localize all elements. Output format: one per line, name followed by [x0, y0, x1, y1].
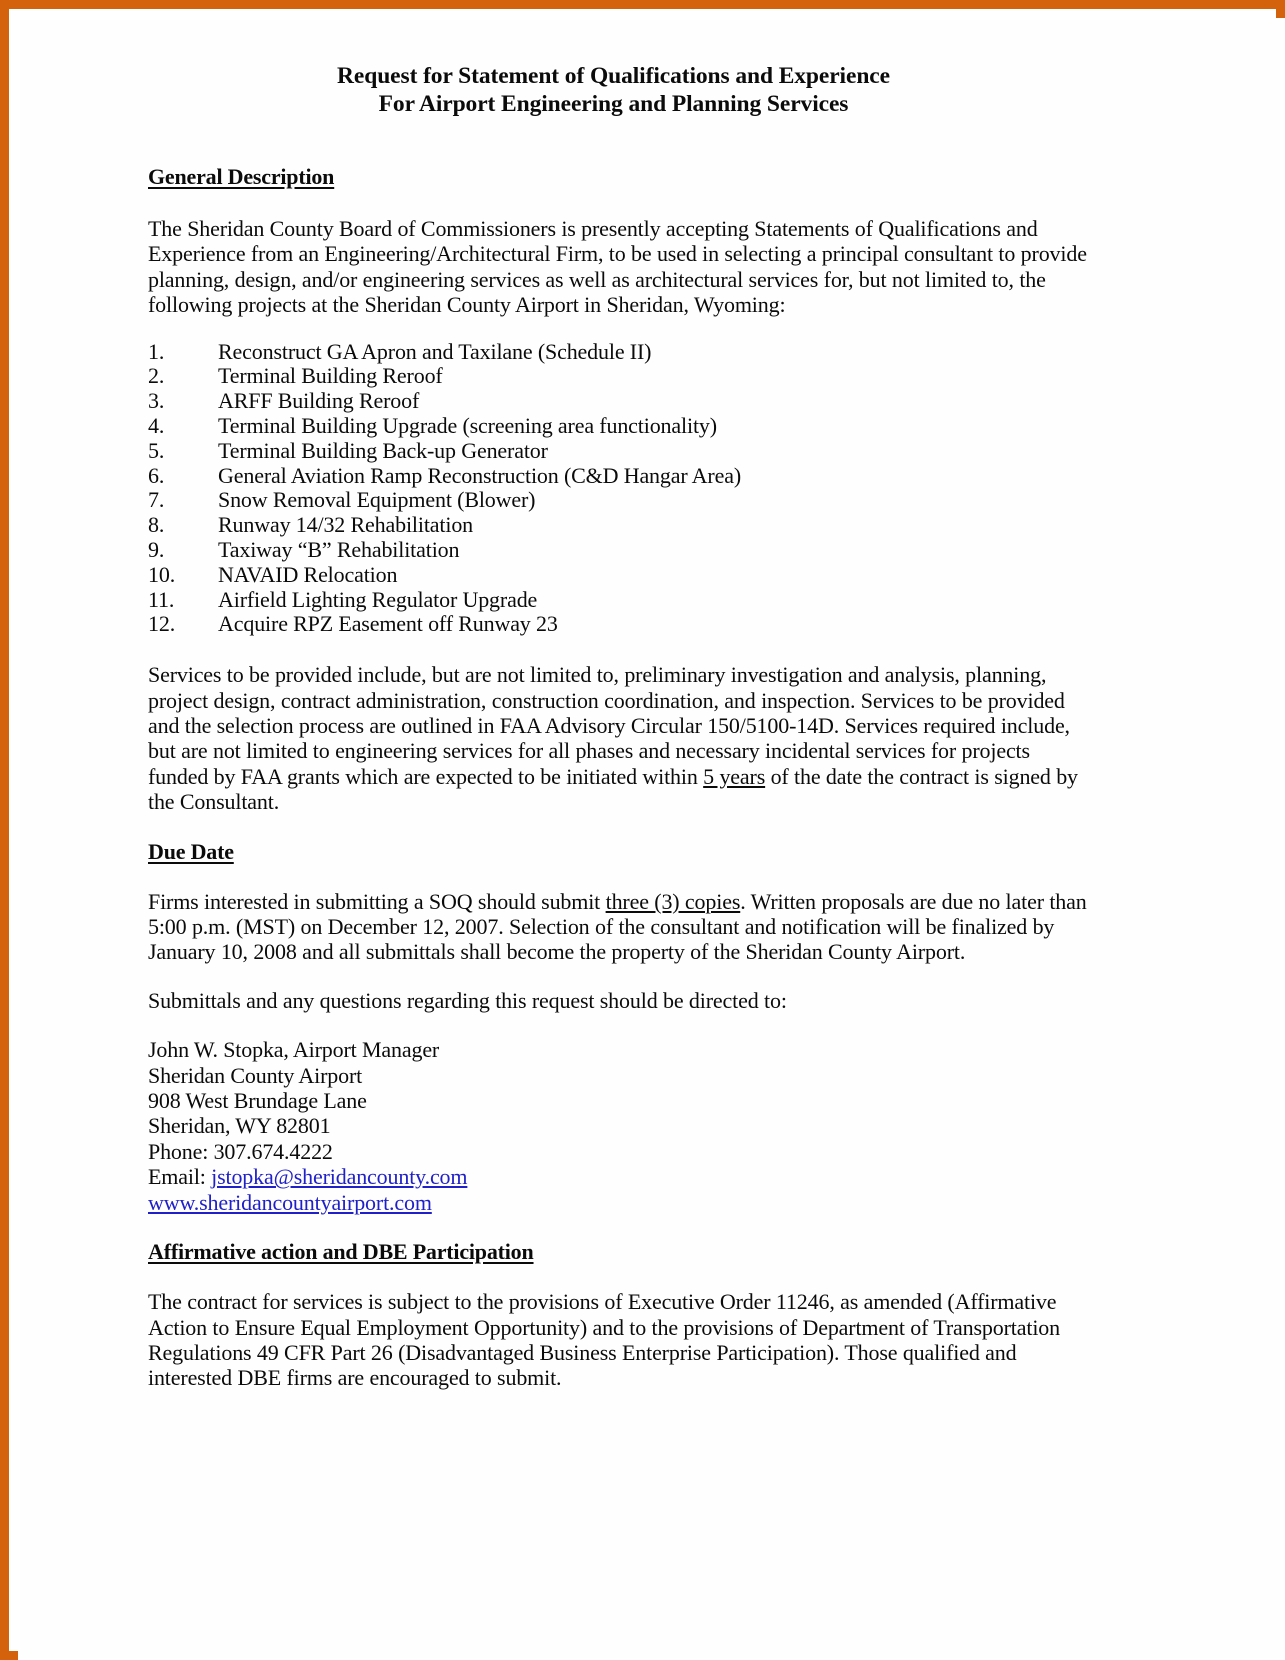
contact-website-link[interactable]: www.sheridancountyairport.com: [148, 1189, 432, 1215]
list-item: [148, 439, 1089, 464]
contact-phone-value: 307.674.4222: [213, 1138, 333, 1164]
contact-city-state-zip: Sheridan, WY 82801: [148, 1113, 331, 1139]
document-title-line-1: Request for Statement of Qualifications and Experience: [337, 63, 890, 89]
list-item-number: 10.: [148, 561, 176, 587]
spacer: [148, 965, 1089, 988]
affirmative-action-paragraph: The contract for services is subject to the provisions of Executive Order 11246, as amended (Affirmative Action to Ensure Equal Employment Opportunity) and to the provisions of Department of Transportation Regulations 49 CFR Part 26 (Disadvantaged Business Enterprise Participation). Those qualified and interested DBE firms are encouraged to submit.: [148, 1289, 1060, 1391]
list-item: [148, 488, 1089, 513]
list-item-label: Terminal Building Reroof: [218, 363, 443, 389]
spacer: [148, 1215, 1089, 1239]
document-title-line-2: For Airport Engineering and Planning Services: [378, 91, 849, 117]
spacer: [148, 1013, 1089, 1037]
contact-phone-line: [148, 1139, 1089, 1164]
spacer: [148, 1265, 1089, 1289]
spacer: [148, 118, 1089, 164]
spacer: [148, 637, 1089, 662]
list-item-label: Acquire RPZ Easement off Runway 23: [218, 611, 558, 637]
list-item-number: 9.: [148, 537, 165, 562]
list-item-label: Terminal Building Upgrade (screening area functionality): [218, 413, 717, 439]
contact-name-title: John W. Stopka, Airport Manager: [148, 1037, 440, 1063]
contact-email-line: [148, 1164, 1089, 1189]
contact-street: 908 West Brundage Lane: [148, 1088, 367, 1114]
list-item: [148, 563, 1089, 588]
list-item: [148, 364, 1089, 389]
due-date-part-2: . Written proposals are due no later than 5:00 p.m. (MST) on December 12, 2007. Selection of the consultant and notification will be finalized by January 10, 2008 and all submittals shall become the property of the Sheridan County Airport.: [148, 888, 1087, 965]
spacer: [148, 865, 1089, 889]
list-item-number: 3.: [148, 388, 165, 414]
list-item-label: ARFF Building Reroof: [218, 388, 420, 414]
contact-website-line: [148, 1190, 1089, 1215]
list-item-label: Airfield Lighting Regulator Upgrade: [218, 586, 538, 612]
services-paragraph-part-2: of the date the contract is signed by the Consultant.: [148, 763, 1078, 815]
list-item-number: 11.: [148, 586, 175, 612]
list-item-number: 7.: [148, 487, 165, 513]
list-item-number: 4.: [148, 413, 165, 439]
list-item: [148, 538, 1089, 563]
list-item-label: Reconstruct GA Apron and Taxilane (Schedule II): [218, 338, 652, 364]
list-item-label: General Aviation Ramp Reconstruction (C&D Hangar Area): [218, 462, 742, 488]
contact-organization: Sheridan County Airport: [148, 1062, 363, 1088]
contact-block: [148, 1037, 1089, 1215]
contact-email-link[interactable]: jstopka@sheridancounty.com: [211, 1164, 468, 1190]
document-title: [148, 62, 1089, 118]
list-item-label: Terminal Building Back-up Generator: [218, 437, 548, 463]
due-date-part-1: Firms interested in submitting a SOQ should submit: [148, 888, 606, 914]
contact-email-label: Email:: [148, 1164, 212, 1190]
services-paragraph: [148, 662, 1089, 814]
heading-general-description: General Description: [148, 164, 335, 189]
spacer: [148, 190, 1089, 216]
list-item: [148, 414, 1089, 439]
list-item: [148, 389, 1089, 414]
contact-phone-label: Phone:: [148, 1138, 214, 1164]
list-item-number: 5.: [148, 437, 165, 463]
heading-due-date: Due Date: [148, 838, 234, 864]
due-date-emphasis: three (3) copies: [605, 888, 741, 914]
due-date-paragraph: [148, 889, 1089, 965]
list-item-number: 12.: [148, 611, 176, 637]
services-paragraph-emphasis: 5 years: [703, 763, 766, 789]
services-paragraph-part-1: Services to be provided include, but are not limited to, preliminary investigation and analysis, planning, project design, contract administration, construction coordination, and inspection. Services to be provided and the selection process are outlined in FAA Advisory Circular 150/5100-14D. Services required include, but are not limited to engineering services for all phases and necessary incidental services for projects funded by FAA grants which are expected to be initiated within: [148, 662, 1070, 789]
list-item: [148, 588, 1089, 613]
list-item: [148, 612, 1089, 637]
heading-affirmative-action: Affirmative action and DBE Participation: [148, 1239, 534, 1265]
spacer: [148, 318, 1089, 340]
list-item-number: 1.: [148, 338, 165, 364]
spacer: [148, 815, 1089, 839]
list-item-label: NAVAID Relocation: [218, 561, 398, 587]
list-item: [148, 464, 1089, 489]
directed-to-paragraph: Submittals and any questions regarding this request should be directed to:: [148, 987, 787, 1013]
list-item: [148, 513, 1089, 538]
list-item-number: 2.: [148, 363, 165, 389]
list-item-label: Taxiway “B” Rehabilitation: [218, 537, 460, 562]
list-item-number: 6.: [148, 462, 165, 488]
list-item-label: Snow Removal Equipment (Blower): [218, 487, 536, 513]
list-item-label: Runway 14/32 Rehabilitation: [218, 512, 474, 538]
general-description-paragraph: The Sheridan County Board of Commissioners is presently accepting Statements of Qualifications and Experience from an Engineering/Architectural Firm, to be used in selecting a principal consultant to provide planning, design, and/or engineering services as well as architectural services for, but not limited to, the following projects at the Sheridan County Airport in Sheridan, Wyoming:: [148, 216, 1087, 318]
list-item: [148, 340, 1089, 365]
project-list: [148, 340, 1089, 638]
list-item-number: 8.: [148, 512, 165, 538]
